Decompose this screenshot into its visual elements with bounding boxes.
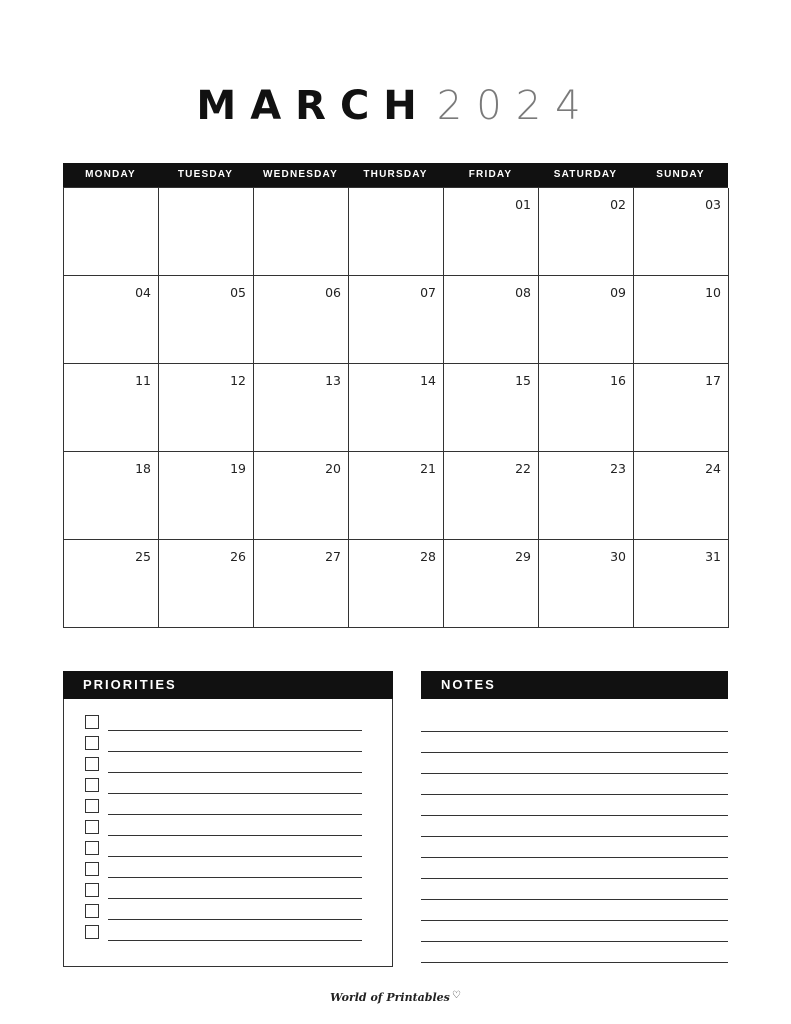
weekday-label: WEDNESDAY: [263, 169, 338, 180]
day-number: 19: [230, 461, 246, 476]
checkbox[interactable]: [85, 841, 99, 855]
day-cell[interactable]: [634, 452, 729, 540]
checkbox[interactable]: [85, 736, 99, 750]
day-number: 14: [420, 373, 436, 388]
day-cell[interactable]: [159, 364, 254, 452]
day-cell[interactable]: [159, 540, 254, 628]
note-line[interactable]: [421, 731, 728, 732]
priority-item[interactable]: [85, 715, 362, 731]
day-cell[interactable]: [159, 452, 254, 540]
day-cell[interactable]: [349, 364, 444, 452]
day-cell[interactable]: [64, 540, 159, 628]
note-line[interactable]: [421, 962, 728, 963]
priority-line[interactable]: [108, 856, 362, 857]
day-number: 18: [135, 461, 151, 476]
weekday-label: MONDAY: [85, 169, 136, 180]
priority-line[interactable]: [108, 751, 362, 752]
notes-header: NOTES: [421, 671, 728, 699]
priority-item[interactable]: [85, 841, 362, 857]
note-line[interactable]: [421, 773, 728, 774]
note-line[interactable]: [421, 899, 728, 900]
day-cell[interactable]: [444, 364, 539, 452]
day-number: 27: [325, 549, 341, 564]
day-cell[interactable]: [444, 276, 539, 364]
day-number: 04: [135, 285, 151, 300]
day-number: 26: [230, 549, 246, 564]
calendar: [63, 163, 728, 628]
note-line[interactable]: [421, 857, 728, 858]
priority-line[interactable]: [108, 814, 362, 815]
day-cell[interactable]: [539, 540, 634, 628]
day-number: 12: [230, 373, 246, 388]
day-number: 23: [610, 461, 626, 476]
note-line[interactable]: [421, 794, 728, 795]
priority-item[interactable]: [85, 778, 362, 794]
day-cell[interactable]: [254, 188, 349, 276]
priority-item[interactable]: [85, 862, 362, 878]
note-line[interactable]: [421, 836, 728, 837]
footer-brand: [0, 990, 791, 1004]
day-number: 13: [325, 373, 341, 388]
day-cell[interactable]: [539, 188, 634, 276]
day-number: 10: [705, 285, 721, 300]
priority-line[interactable]: [108, 919, 362, 920]
priority-item[interactable]: [85, 736, 362, 752]
weekday-label: SUNDAY: [656, 169, 705, 180]
checkbox[interactable]: [85, 715, 99, 729]
day-cell[interactable]: [64, 188, 159, 276]
weekday-label: FRIDAY: [468, 169, 513, 180]
checkbox[interactable]: [85, 904, 99, 918]
day-cell[interactable]: [539, 452, 634, 540]
checkbox[interactable]: [85, 778, 99, 792]
day-number: 20: [325, 461, 341, 476]
checkbox[interactable]: [85, 925, 99, 939]
priorities-header: PRIORITIES: [63, 671, 393, 699]
checkbox[interactable]: [85, 799, 99, 813]
day-number: 31: [705, 549, 721, 564]
day-number: 28: [420, 549, 436, 564]
note-line[interactable]: [421, 941, 728, 942]
day-number: 03: [705, 197, 721, 212]
priority-line[interactable]: [108, 940, 362, 941]
day-cell[interactable]: [444, 452, 539, 540]
day-cell[interactable]: [634, 364, 729, 452]
day-number: 05: [230, 285, 246, 300]
title-month: MARCH: [196, 83, 431, 129]
checkbox[interactable]: [85, 757, 99, 771]
day-cell[interactable]: [634, 540, 729, 628]
day-number: 09: [610, 285, 626, 300]
day-cell[interactable]: [64, 276, 159, 364]
note-line[interactable]: [421, 815, 728, 816]
priority-item[interactable]: [85, 904, 362, 920]
day-number: 17: [705, 373, 721, 388]
day-cell[interactable]: [349, 540, 444, 628]
priority-line[interactable]: [108, 835, 362, 836]
day-number: 07: [420, 285, 436, 300]
day-number: 29: [515, 549, 531, 564]
day-cell[interactable]: [159, 276, 254, 364]
priority-item[interactable]: [85, 799, 362, 815]
priority-item[interactable]: [85, 925, 362, 941]
title-year: 2024: [436, 83, 595, 129]
day-cell[interactable]: [254, 452, 349, 540]
day-cell[interactable]: [349, 276, 444, 364]
day-number: 30: [610, 549, 626, 564]
day-number: 06: [325, 285, 341, 300]
day-cell[interactable]: [444, 188, 539, 276]
brand-text: World of Printables: [330, 991, 450, 1004]
note-line[interactable]: [421, 752, 728, 753]
day-cell[interactable]: [634, 276, 729, 364]
day-cell[interactable]: [254, 364, 349, 452]
day-number: 08: [515, 285, 531, 300]
priority-line[interactable]: [108, 772, 362, 773]
heart-outline-icon: ♡: [451, 990, 461, 1001]
priority-item[interactable]: [85, 757, 362, 773]
day-number: 25: [135, 549, 151, 564]
priority-line[interactable]: [108, 877, 362, 878]
weekday-label: TUESDAY: [177, 169, 234, 180]
day-cell[interactable]: [539, 276, 634, 364]
day-cell[interactable]: [64, 452, 159, 540]
day-number: 22: [515, 461, 531, 476]
checkbox[interactable]: [85, 862, 99, 876]
day-cell[interactable]: [444, 540, 539, 628]
day-cell[interactable]: [349, 188, 444, 276]
day-cell[interactable]: [254, 540, 349, 628]
priority-line[interactable]: [108, 898, 362, 899]
day-number: 21: [420, 461, 436, 476]
day-number: 11: [135, 373, 151, 388]
priority-item[interactable]: [85, 883, 362, 899]
day-cell[interactable]: [159, 188, 254, 276]
weekday-label: SATURDAY: [553, 169, 618, 180]
calendar-grid: [63, 187, 728, 628]
day-number: 16: [610, 373, 626, 388]
page-title: [0, 84, 791, 128]
weekday-header: [63, 163, 728, 187]
day-cell[interactable]: [349, 452, 444, 540]
day-cell[interactable]: [539, 364, 634, 452]
day-number: 02: [610, 197, 626, 212]
priority-item[interactable]: [85, 820, 362, 836]
note-line[interactable]: [421, 878, 728, 879]
day-cell[interactable]: [634, 188, 729, 276]
checkbox[interactable]: [85, 820, 99, 834]
day-cell[interactable]: [64, 364, 159, 452]
priority-line[interactable]: [108, 730, 362, 731]
weekday-label: THURSDAY: [363, 169, 428, 180]
day-number: 15: [515, 373, 531, 388]
priorities-list: [63, 699, 393, 967]
checkbox[interactable]: [85, 883, 99, 897]
day-number: 24: [705, 461, 721, 476]
day-cell[interactable]: [254, 276, 349, 364]
priority-line[interactable]: [108, 793, 362, 794]
note-line[interactable]: [421, 920, 728, 921]
day-number: 01: [515, 197, 531, 212]
